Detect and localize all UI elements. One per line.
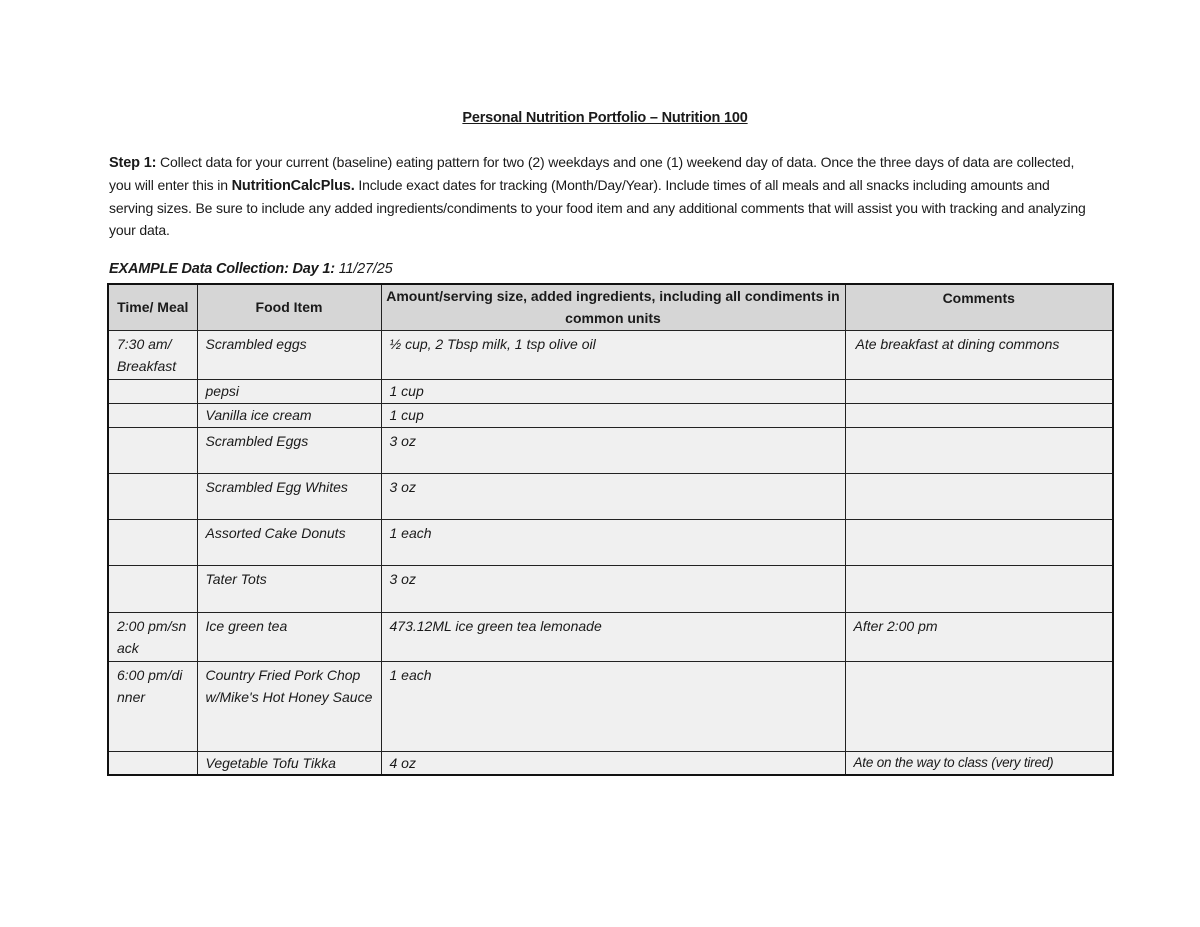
comments-cell	[845, 565, 1113, 612]
comments-cell	[845, 403, 1113, 427]
time-cell	[108, 379, 197, 403]
amount-cell: 1 each	[381, 519, 845, 565]
comments-cell	[845, 519, 1113, 565]
comments-cell: Ate breakfast at dining commons	[845, 330, 1113, 379]
comments-cell	[845, 661, 1113, 751]
time-cell	[108, 565, 197, 612]
time-cell: 6:00 pm/dinner	[108, 661, 197, 751]
amount-cell: 473.12ML ice green tea lemonade	[381, 612, 845, 661]
table-row	[108, 661, 1113, 751]
food-cell: Scrambled eggs	[197, 330, 381, 379]
comments-cell	[845, 473, 1113, 519]
food-cell: Vanilla ice cream	[197, 403, 381, 427]
header-comments: Comments	[845, 284, 1113, 330]
header-row	[108, 284, 1113, 330]
table-row	[108, 751, 1113, 775]
amount-cell: 1 cup	[381, 379, 845, 403]
caption-label: EXAMPLE Data Collection: Day 1:	[109, 261, 335, 277]
amount-cell: 3 oz	[381, 565, 845, 612]
amount-cell: 1 each	[381, 661, 845, 751]
comments-cell: After 2:00 pm	[845, 612, 1113, 661]
amount-cell: ½ cup, 2 Tbsp milk, 1 tsp olive oil	[381, 330, 845, 379]
food-log-table	[107, 283, 1114, 776]
table-row	[108, 565, 1113, 612]
table-row	[108, 427, 1113, 473]
page-title: Personal Nutrition Portfolio – Nutrition 100	[462, 110, 748, 126]
table-row	[108, 612, 1113, 661]
amount-cell: 4 oz	[381, 751, 845, 775]
step-1-instructions	[109, 151, 1089, 241]
time-cell	[108, 519, 197, 565]
food-cell: Ice green tea	[197, 612, 381, 661]
instructions-text-part-2: Include exact dates for tracking (Month/Day/Year). Include times of all meals and all snacks including amounts and serving sizes. Be sure to include any added ingredients/condiments to your food item and any additional comments that will assist you with tracking and analyzing your data.	[109, 177, 1086, 238]
time-cell	[108, 473, 197, 519]
header-amount: Amount/serving size, added ingredients, including all condiments in common units	[381, 284, 845, 330]
comments-cell	[845, 379, 1113, 403]
food-cell: Vegetable Tofu Tikka	[197, 751, 381, 775]
app-name: NutritionCalcPlus.	[231, 178, 355, 194]
food-cell: Scrambled Eggs	[197, 427, 381, 473]
food-cell: Tater Tots	[197, 565, 381, 612]
time-cell: 2:00 pm/snack	[108, 612, 197, 661]
time-cell	[108, 427, 197, 473]
table-row	[108, 330, 1113, 379]
caption-date: 11/27/25	[338, 261, 393, 277]
amount-cell: 3 oz	[381, 473, 845, 519]
time-cell: 7:30 am/ Breakfast	[108, 330, 197, 379]
comments-cell	[845, 427, 1113, 473]
table-row	[108, 379, 1113, 403]
food-cell: Scrambled Egg Whites	[197, 473, 381, 519]
header-time-meal: Time/ Meal	[108, 284, 197, 330]
table-row	[108, 519, 1113, 565]
food-cell: pepsi	[197, 379, 381, 403]
food-cell: Assorted Cake Donuts	[197, 519, 381, 565]
time-cell	[108, 751, 197, 775]
step-label: Step 1:	[109, 155, 157, 171]
header-food-item: Food Item	[197, 284, 381, 330]
table-caption	[109, 261, 392, 277]
time-cell	[108, 403, 197, 427]
instructions-text-part-1: Collect data for your current (baseline) eating pattern for two (2) weekdays and one (1) weekend day of data. Once the three days of data are collected, you will enter this in	[109, 154, 1075, 193]
amount-cell: 3 oz	[381, 427, 845, 473]
amount-cell: 1 cup	[381, 403, 845, 427]
food-cell: Country Fried Pork Chop w/Mike's Hot Honey Sauce	[197, 661, 381, 751]
comments-cell: Ate on the way to class (very tired)	[845, 751, 1113, 775]
table-row	[108, 403, 1113, 427]
table-row	[108, 473, 1113, 519]
